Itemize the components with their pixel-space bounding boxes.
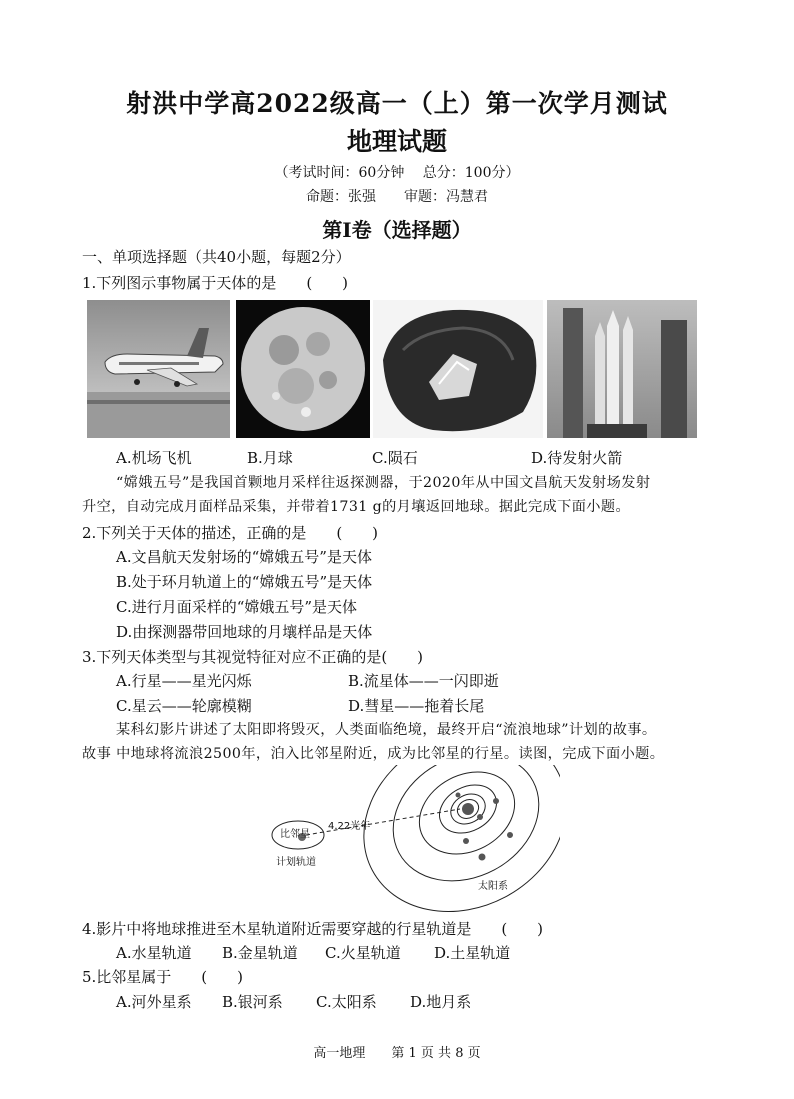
passage-1-line-1: “嫦娥五号”是我国首颗地月采样往返探测器，于2020年从中国文昌航天发射场发射 bbox=[116, 475, 651, 491]
q3-option-d[interactable]: D.彗星——拖着长尾 bbox=[348, 697, 485, 715]
q4-option-b[interactable]: B.金星轨道 bbox=[222, 944, 298, 962]
question-4-stem: 4.影片中将地球推进至木星轨道附近需要穿越的行星轨道是 ( ) bbox=[82, 920, 544, 938]
q3-option-c[interactable]: C.星云——轮廓模糊 bbox=[116, 697, 252, 715]
question-2-stem: 2.下列关于天体的描述，正确的是 ( ) bbox=[82, 524, 379, 542]
q2-option-a[interactable]: A.文昌航天发射场的“嫦娥五号”是天体 bbox=[116, 548, 372, 566]
q5-option-b[interactable]: B.银河系 bbox=[222, 993, 283, 1011]
section-heading: 一、单项选择题（共40小题，每题2分） bbox=[82, 248, 351, 266]
exam-title: 射洪中学高2022级高一（上）第一次学月测试 bbox=[126, 89, 668, 118]
solar-system-diagram bbox=[260, 765, 560, 915]
moon-photo bbox=[236, 300, 370, 438]
q4-option-d[interactable]: D.土星轨道 bbox=[434, 944, 511, 962]
planned-orbit-label: 计划轨道 bbox=[276, 857, 316, 868]
q3-option-a[interactable]: A.行星——星光闪烁 bbox=[116, 672, 252, 690]
q2-option-c[interactable]: C.进行月面采样的“嫦娥五号”是天体 bbox=[116, 598, 358, 616]
q4-option-c[interactable]: C.火星轨道 bbox=[325, 944, 401, 962]
q1-option-d[interactable]: D.待发射火箭 bbox=[531, 449, 623, 467]
question-3-stem: 3.下列天体类型与其视觉特征对应不正确的是( ) bbox=[82, 648, 424, 666]
part-title: 第I卷（选择题） bbox=[322, 218, 472, 242]
airplane-photo bbox=[87, 300, 230, 438]
rocket-photo bbox=[547, 300, 697, 438]
passage-2-line-2: 故事 中地球将流浪2500年，泊入比邻星附近，成为比邻星的行星。读图，完成下面小题。 bbox=[82, 746, 665, 762]
meteorite-photo bbox=[373, 300, 543, 438]
q5-option-c[interactable]: C.太阳系 bbox=[316, 993, 377, 1011]
exam-authors: 命题：张强 审题：冯慧君 bbox=[306, 189, 488, 205]
passage-2-line-1: 某科幻影片讲述了太阳即将毁灭，人类面临绝境，最终开启“流浪地球”计划的故事。 bbox=[116, 722, 657, 738]
subject-title: 地理试题 bbox=[346, 127, 447, 156]
q1-option-b[interactable]: B.月球 bbox=[247, 449, 293, 467]
q5-option-d[interactable]: D.地月系 bbox=[410, 993, 472, 1011]
solar-system-label: 太阳系 bbox=[478, 881, 508, 892]
q3-option-b[interactable]: B.流星体——一闪即逝 bbox=[348, 672, 499, 690]
q2-option-b[interactable]: B.处于环月轨道上的“嫦娥五号”是天体 bbox=[116, 573, 373, 591]
q5-option-a[interactable]: A.河外星系 bbox=[116, 993, 192, 1011]
q4-option-a[interactable]: A.水星轨道 bbox=[116, 944, 192, 962]
exam-info: （考试时间：60分钟 总分：100分） bbox=[274, 165, 520, 181]
q1-option-a[interactable]: A.机场飞机 bbox=[116, 449, 192, 467]
proxima-centauri-label: 比邻星 bbox=[280, 829, 310, 840]
q2-option-d[interactable]: D.由探测器带回地球的月壤样品是天体 bbox=[116, 623, 373, 641]
distance-label: 4.22光年 bbox=[328, 821, 371, 832]
passage-1-line-2: 升空，自动完成月面样品采集，并带着1731 g的月壤返回地球。据此完成下面小题。 bbox=[82, 499, 631, 515]
q1-option-c[interactable]: C.陨石 bbox=[372, 449, 418, 467]
question-5-stem: 5.比邻星属于 ( ) bbox=[82, 968, 244, 986]
page-footer: 高一地理 第 1 页 共 8 页 bbox=[313, 1046, 481, 1061]
question-1-stem: 1.下列图示事物属于天体的是 ( ) bbox=[82, 274, 349, 292]
